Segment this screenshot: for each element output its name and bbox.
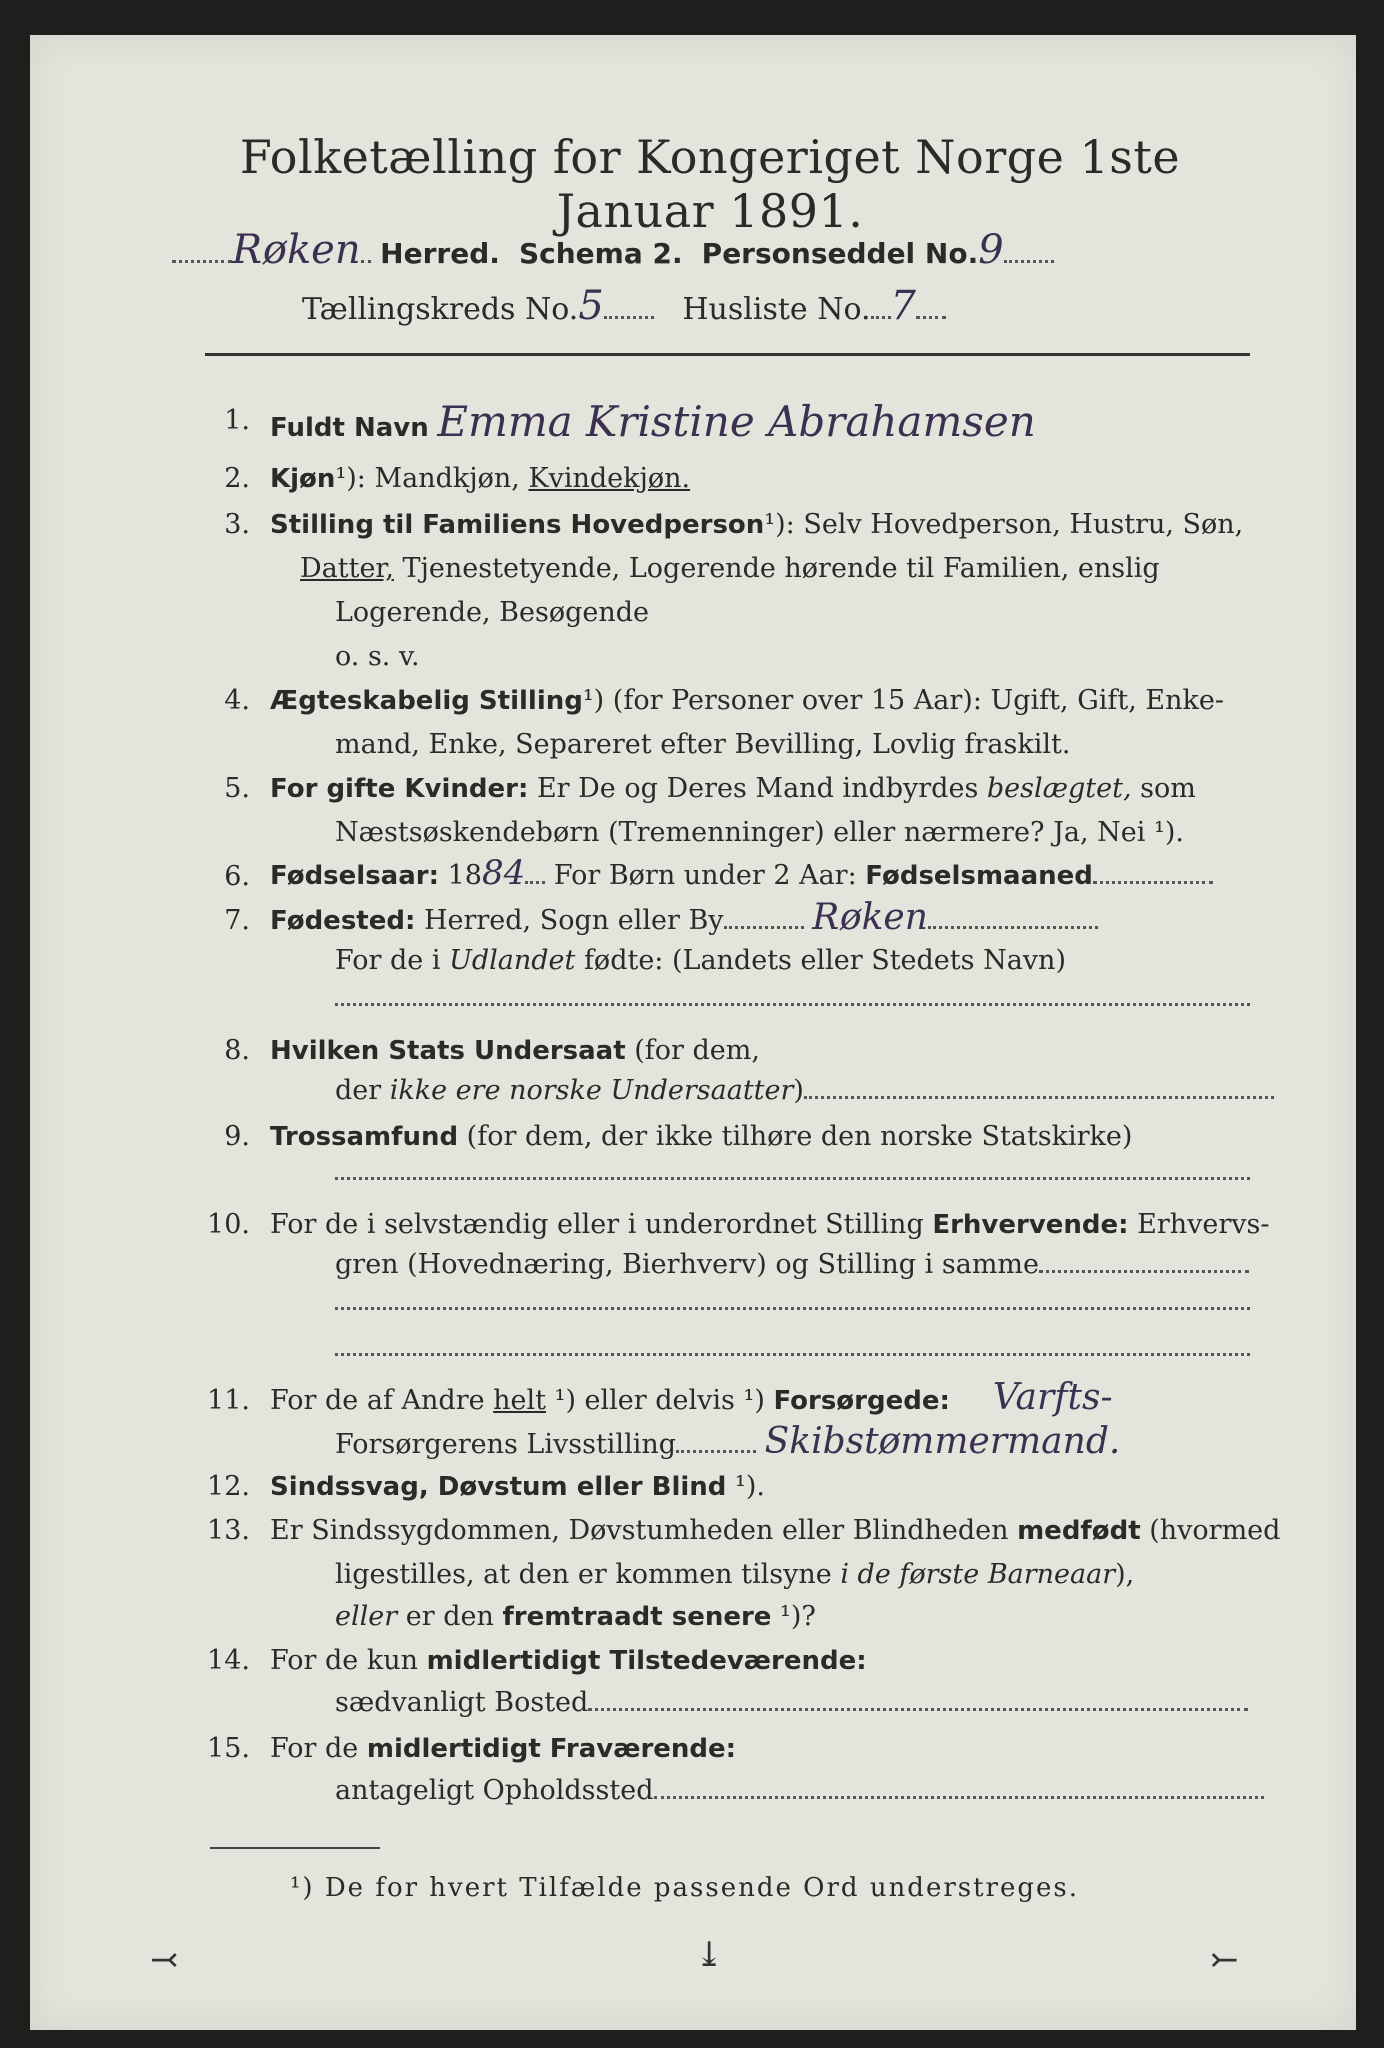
herred-value: Røken: [232, 227, 361, 273]
supported-value: Varfts-: [992, 1377, 1113, 1418]
item-15-temporary-absent-line1: For de midlertidigt Fraværende:: [270, 1733, 737, 1764]
personseddel-label: Personseddel No.: [701, 237, 979, 270]
item-number: 13.: [207, 1515, 250, 1546]
item-13-congenital-line2: ligestilles, at den er kommen tilsyne i de første Barneaar),: [335, 1559, 1135, 1590]
item-number: 2.: [224, 463, 250, 494]
item-7-abroad: For de i Udlandet fødte: (Landets eller Stedets Navn): [335, 945, 1066, 976]
item-13-congenital-line3: eller er den fremtraadt senere ¹)?: [335, 1601, 816, 1632]
selected-support-option: helt: [493, 1385, 547, 1416]
item-number: 1.: [224, 405, 250, 436]
item-10-occupation-line2: gren (Hovednæring, Bierhverv) og Stilling i samme: [335, 1249, 1249, 1280]
item-13-congenital-line1: Er Sindssygdommen, Døvstumheden eller Blindheden medfødt (hvormed: [270, 1515, 1281, 1546]
item-3-position-line2: Datter, Tjenestetyende, Logerende hørende til Familien, enslig: [300, 553, 1160, 584]
item-11-supported-line2: Forsørgerens Livsstilling Skibstømmermand.: [335, 1421, 1121, 1462]
item-number: 15.: [207, 1733, 250, 1764]
item-1-full-name: Fuldt Navn Emma Kristine Abrahamsen: [270, 397, 1036, 446]
full-name-value: Emma Kristine Abrahamsen: [437, 397, 1036, 446]
census-form: [30, 35, 1356, 2030]
birth-year-value: 84: [481, 853, 526, 893]
kreds-row: [302, 283, 946, 329]
item-5-married-line2: Næstsøskendebørn (Tremenninger) eller nærmere? Ja, Nei ¹).: [335, 817, 1184, 848]
husliste-value: 7: [890, 283, 916, 329]
item-number: 9.: [224, 1121, 250, 1152]
item-14-temporary-present-line2: sædvanligt Bosted: [335, 1687, 1248, 1718]
corner-mark-icon: ⤙: [150, 1940, 179, 1980]
item-number: 4.: [224, 685, 250, 716]
item-6-birth-year: Fødselsaar: 1884 For Børn under 2 Aar: Fødselsmaaned: [270, 853, 1213, 893]
item-number: 12.: [207, 1471, 250, 1502]
item-3-position-line4: o. s. v.: [335, 641, 420, 672]
item-3-position-line3: Logerende, Besøgende: [335, 597, 649, 628]
herred-label: Herred.: [380, 237, 500, 270]
item-number: 14.: [207, 1645, 250, 1676]
item-3-position-line1: Stilling til Familiens Hovedperson¹): Selv Hovedperson, Hustru, Søn,: [270, 509, 1244, 540]
item-number: 10.: [207, 1209, 250, 1240]
header-divider: [205, 353, 1250, 356]
item-14-temporary-present-line1: For de kun midlertidigt Tilstedeværende:: [270, 1645, 867, 1676]
kreds-value: 5: [578, 283, 604, 329]
selected-position-option: Datter,: [300, 553, 394, 584]
personseddel-value: 9: [978, 227, 1004, 273]
item-12-disability: Sindssvag, Døvstum eller Blind ¹).: [270, 1471, 765, 1502]
schema-label: Schema 2.: [518, 237, 683, 270]
item-number: 11.: [207, 1385, 250, 1416]
footnote-divider: [210, 1847, 380, 1849]
husliste-label: Husliste No.: [682, 292, 871, 327]
corner-mark-icon: ⤚: [1210, 1940, 1239, 1980]
blank-line: [335, 1307, 1250, 1310]
item-number: 3.: [224, 509, 250, 540]
blank-line: [335, 1177, 1250, 1180]
item-number: 6.: [224, 861, 250, 892]
item-8-citizenship-line1: Hvilken Stats Undersaat (for dem,: [270, 1035, 760, 1066]
birthplace-value: Røken: [812, 897, 928, 938]
item-4-marital-line1: Ægteskabelig Stilling¹) (for Personer over 15 Aar): Ugift, Gift, Enke-: [270, 685, 1224, 716]
item-11-supported-line1: For de af Andre helt ¹) eller delvis ¹) Forsørgede: Varfts-: [270, 1377, 1113, 1418]
item-4-marital-line2: mand, Enke, Separeret efter Bevilling, Lovlig fraskilt.: [335, 729, 1071, 760]
provider-occupation-value: Skibstømmermand.: [764, 1421, 1121, 1462]
item-10-occupation-line1: For de i selvstændig eller i underordnet Stilling Erhvervende: Erhvervs-: [270, 1209, 1270, 1240]
selected-sex-option: Kvindekjøn.: [528, 463, 691, 494]
form-title: Folketælling for Kongeriget Norge 1ste Januar 1891.: [239, 130, 1181, 238]
kreds-label: Tællingskreds No.: [302, 292, 579, 327]
item-number: 7.: [224, 905, 250, 936]
footnote: ¹) De for hvert Tilfælde passende Ord understreges.: [290, 1873, 1080, 1903]
blank-line: [335, 1003, 1250, 1006]
item-5-married-line1: For gifte Kvinder: Er De og Deres Mand indbyrdes beslægtet, som: [270, 773, 1196, 804]
item-2-sex: Kjøn¹): Mandkjøn, Kvindekjøn.: [270, 463, 691, 494]
item-number: 5.: [224, 773, 250, 804]
item-9-religion: Trossamfund (for dem, der ikke tilhøre den norske Statskirke): [270, 1121, 1133, 1152]
item-7-birthplace: Fødested: Herred, Sogn eller By Røken: [270, 897, 1098, 938]
blank-line: [335, 1353, 1250, 1356]
item-15-temporary-absent-line2: antageligt Opholdssted: [335, 1775, 1264, 1806]
center-mark-icon: ⤓: [695, 1935, 724, 1975]
herred-row: [172, 227, 1054, 273]
item-number: 8.: [224, 1035, 250, 1066]
item-8-citizenship-line2: der ikke ere norske Undersaatter): [335, 1075, 1274, 1106]
